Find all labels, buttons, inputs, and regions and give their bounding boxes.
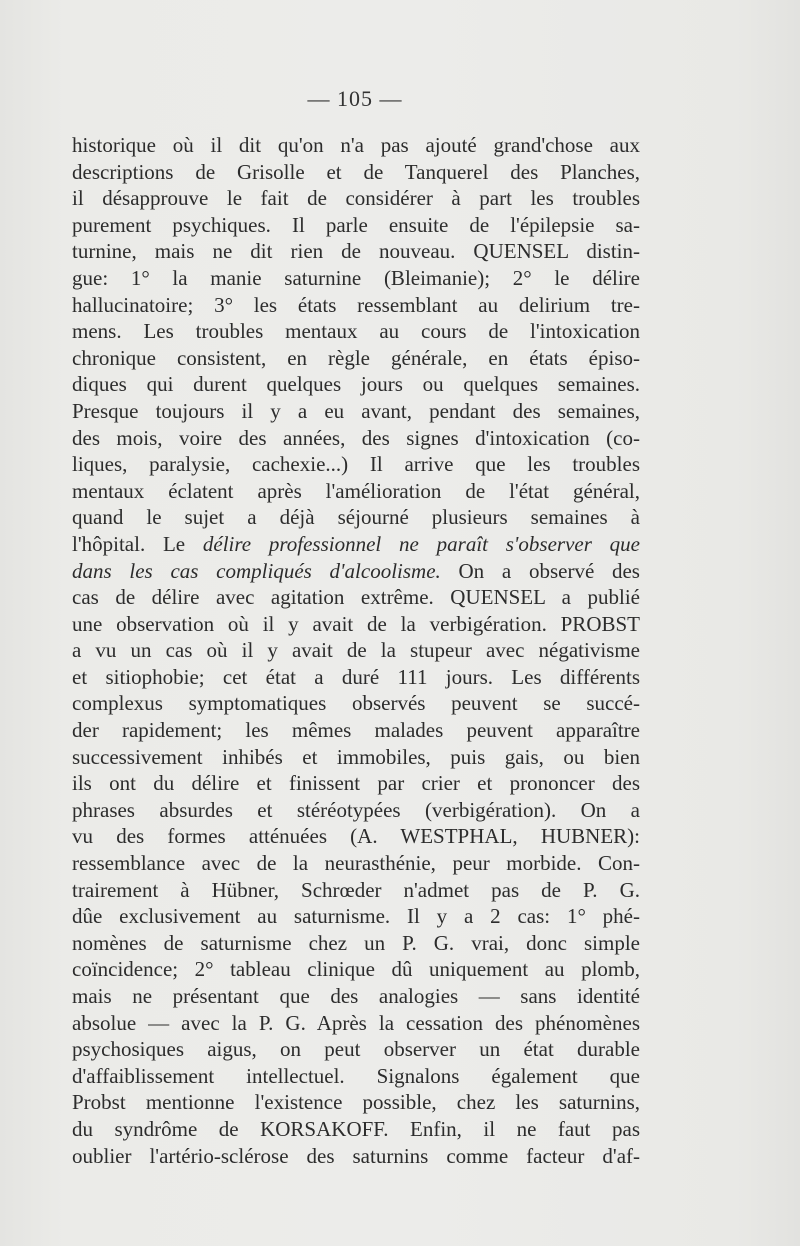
line-text: a vu un cas où il y avait de la stupeur avec négativisme (72, 638, 640, 663)
line-text: trairement à Hübner, Schrœder n'admet pas de P. G. (72, 877, 640, 902)
line-text: descriptions de Grisolle et de Tanquerel des Planches, (72, 159, 640, 184)
line-text: On a observé des (440, 558, 640, 583)
text-line (72, 611, 640, 638)
text-line (72, 823, 640, 850)
text-line (72, 1089, 640, 1116)
line-text: il désapprouve le fait de considérer à part les troubles (72, 186, 640, 211)
text-line (72, 584, 640, 611)
line-text: cas de délire avec agitation extrême. QUENSEL a publié (72, 585, 640, 610)
line-text: oublier l'artério-sclérose des saturnins comme facteur d'af- (72, 1143, 640, 1168)
text-line (72, 637, 640, 664)
text-line (72, 956, 640, 983)
line-text: absolue — avec la P. G. Après la cessation des phénomènes (72, 1010, 640, 1035)
text-line (72, 425, 640, 452)
line-text: diques qui durent quelques jours ou quelques semaines. (72, 372, 640, 397)
line-text: historique où il dit qu'on n'a pas ajouté grand'chose aux (72, 133, 640, 157)
text-line (72, 132, 640, 159)
page-number: — 105 — (307, 86, 403, 111)
line-text: psychosiques aigus, on peut observer un état durable (72, 1037, 640, 1062)
text-line (72, 292, 640, 319)
text-line (72, 238, 640, 265)
text-line (72, 265, 640, 292)
text-line (72, 504, 640, 531)
text-line (72, 1036, 640, 1063)
line-text: liques, paralysie, cachexie...) Il arrive que les troubles (72, 452, 640, 477)
line-text: ressemblance avec de la neurasthénie, peur morbide. Con- (72, 851, 640, 876)
text-line (72, 877, 640, 904)
line-text: turnine, mais ne dit rien de nouveau. QUENSEL distin- (72, 239, 640, 264)
text-line (72, 318, 640, 345)
line-text: der rapidement; les mêmes malades peuvent apparaître (72, 718, 640, 743)
line-text: coïncidence; 2° tableau clinique dû uniquement au plomb, (72, 957, 640, 982)
italic-text: dans les cas compliqués d'alcoolisme. (72, 558, 441, 583)
line-text: mens. Les troubles mentaux au cours de l'intoxication (72, 319, 640, 344)
line-text: Probst mentionne l'existence possible, chez les saturnins, (72, 1090, 640, 1115)
text-line (72, 558, 640, 585)
line-text: dûe exclusivement au saturnisme. Il y a 2 cas: 1° phé- (72, 904, 640, 929)
text-line (72, 983, 640, 1010)
line-text: complexus symptomatiques observés peuvent se succé- (72, 691, 640, 716)
text-line (72, 478, 640, 505)
line-text: successivement inhibés et immobiles, puis gais, ou bien (72, 744, 640, 769)
italic-text: délire professionnel ne paraît s'observer que (202, 531, 641, 556)
text-line (72, 850, 640, 877)
line-text: mentaux éclatent après l'amélioration de l'état général, (72, 478, 640, 503)
text-line (72, 770, 640, 797)
line-text: ils ont du délire et finissent par crier et prononcer des (72, 771, 640, 796)
text-line (72, 345, 640, 372)
text-line (72, 930, 640, 957)
line-text: des mois, voire des années, des signes d'intoxication (co- (72, 425, 640, 450)
text-line (72, 1143, 640, 1170)
text-line (72, 1116, 640, 1143)
text-line (72, 690, 640, 717)
text-line (72, 398, 640, 425)
line-text: et sitiophobie; cet état a duré 111 jours. Les différents (72, 664, 640, 689)
line-text: gue: 1° la manie saturnine (Bleimanie); 2° le délire (72, 265, 640, 290)
body-text (72, 132, 640, 1169)
text-line (72, 744, 640, 771)
line-text: Presque toujours il y a eu avant, pendant des semaines, (72, 398, 640, 423)
text-line (72, 371, 640, 398)
text-line (72, 717, 640, 744)
line-text: purement psychiques. Il parle ensuite de l'épilepsie sa- (72, 212, 640, 237)
text-line (72, 903, 640, 930)
line-text: chronique consistent, en règle générale, en états épiso- (72, 345, 640, 370)
text-line (72, 531, 640, 558)
line-text: mais ne présentant que des analogies — sans identité (72, 984, 640, 1008)
text-line (72, 451, 640, 478)
line-text: l'hôpital. Le (72, 531, 203, 556)
line-text: phrases absurdes et stéréotypées (verbigération). On a (72, 797, 640, 822)
line-text: une observation où il y avait de la verbigération. PROBST (72, 611, 640, 636)
line-text: nomènes de saturnisme chez un P. G. vrai, donc simple (72, 930, 640, 955)
text-line (72, 1010, 640, 1037)
text-line (72, 1063, 640, 1090)
text-line (72, 664, 640, 691)
line-text: quand le sujet a déjà séjourné plusieurs semaines à (72, 505, 640, 530)
text-line (72, 159, 640, 186)
text-line (72, 212, 640, 239)
line-text: hallucinatoire; 3° les états ressemblant au delirium tre- (72, 292, 640, 317)
line-text: d'affaiblissement intellectuel. Signalons également que (72, 1063, 640, 1088)
text-line (72, 797, 640, 824)
line-text: vu des formes atténuées (A. WESTPHAL, HUBNER): (72, 824, 640, 849)
text-line (72, 185, 640, 212)
line-text: du syndrôme de KORSAKOFF. Enfin, il ne faut pas (72, 1116, 640, 1141)
